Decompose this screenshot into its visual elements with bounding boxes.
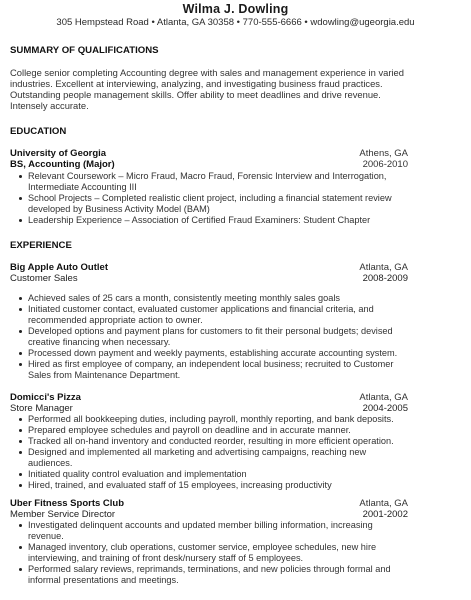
summary-line: College senior completing Accounting degree with sales and management experience in varied: [10, 67, 404, 78]
job-bullets: [28, 414, 448, 491]
job-title: Store Manager: [10, 403, 73, 414]
contact-line: 305 Hempstead Road • Atlanta, GA 30358 • 770-555-6666 • wdowling@ugeorgia.edu: [56, 17, 415, 28]
applicant-name: Wilma J. Dowling: [182, 2, 289, 16]
list-item: Hired as first employee of company, an independent local business; recruited to Customer Sales from Maintenance Department.: [28, 359, 448, 381]
job-dates: 2008-2009: [362, 273, 408, 284]
job-title: Customer Sales: [10, 273, 78, 284]
list-item: Achieved sales of 25 cars a month, consistently meeting monthly sales goals: [28, 293, 448, 304]
summary-line: Intensely accurate.: [10, 100, 89, 111]
job-dates: 2004-2005: [362, 403, 408, 414]
experience-heading: EXPERIENCE: [10, 240, 72, 251]
summary-line: industries. Excellent at interviewing, analyzing, and investigating business fraud practices.: [10, 78, 383, 89]
list-item: Performed salary reviews, reprimands, terminations, and new policies through formal and informal presentations and meetings.: [28, 564, 448, 586]
list-item: Leadership Experience – Association of Certified Fraud Examiners: Student Chapter: [28, 215, 448, 226]
education-degree-row: [10, 159, 408, 171]
degree-name: BS, Accounting (Major): [10, 159, 115, 170]
job-company: Uber Fitness Sports Club: [10, 498, 125, 509]
list-item: Tracked all on-hand inventory and conducted reorder, resulting in more efficient operation.: [28, 436, 448, 447]
list-item: Prepared employee schedules and payroll on deadline and in accurate manner.: [28, 425, 448, 436]
list-item: Investigated delinquent accounts and updated member billing information, increasing revenue.: [28, 520, 448, 542]
list-item: Relevant Coursework – Micro Fraud, Macro Fraud, Forensic Interview and Interrogation, Intermediate Accounting III: [28, 171, 448, 193]
summary-heading: SUMMARY OF QUALIFICATIONS: [10, 45, 159, 56]
list-item: Initiated quality control evaluation and implementation: [28, 469, 448, 480]
job-company: Domicci's Pizza: [10, 392, 81, 403]
list-item: School Projects – Completed realistic client project, including a financial statement review developed by Business Activity Model (BAM): [28, 193, 448, 215]
job-title-row: [10, 273, 408, 285]
job-location: Atlanta, GA: [359, 262, 408, 273]
job-dates: 2001-2002: [362, 509, 408, 520]
list-item: Processed down payment and weekly payments, establishing accurate accounting system.: [28, 348, 448, 359]
list-item: Designed and implemented all marketing and advertising campaigns, reaching new audiences.: [28, 447, 448, 469]
job-location: Atlanta, GA: [359, 498, 408, 509]
school-name: University of Georgia: [10, 148, 107, 159]
school-location: Athens, GA: [359, 148, 408, 159]
job-bullets: [28, 520, 448, 586]
list-item: Hired, trained, and evaluated staff of 15 employees, increasing productivity: [28, 480, 448, 491]
job-company: Big Apple Auto Outlet: [10, 262, 108, 273]
education-bullets: [28, 171, 448, 226]
job-bullets: [28, 293, 448, 381]
job-title: Member Service Director: [10, 509, 116, 520]
list-item: Initiated customer contact, evaluated customer applications and financial criteria, and recommended appropriate action to owner.: [28, 304, 448, 326]
summary-paragraph: [10, 67, 460, 111]
list-item: Developed options and payment plans for customers to fit their personal budgets; devised creative financing when necessary.: [28, 326, 448, 348]
list-item: Managed inventory, club operations, customer service, employee schedules, new hire interviewing, and training of front desk/nursery staff of 5 employees.: [28, 542, 448, 564]
degree-dates: 2006-2010: [362, 159, 408, 170]
list-item: Performed all bookkeeping duties, including payroll, monthly reporting, and bank deposits.: [28, 414, 448, 425]
job-location: Atlanta, GA: [359, 392, 408, 403]
education-heading: EDUCATION: [10, 126, 67, 137]
summary-line: Outstanding people management skills. Offer ability to meet deadlines and drive revenue.: [10, 89, 381, 100]
